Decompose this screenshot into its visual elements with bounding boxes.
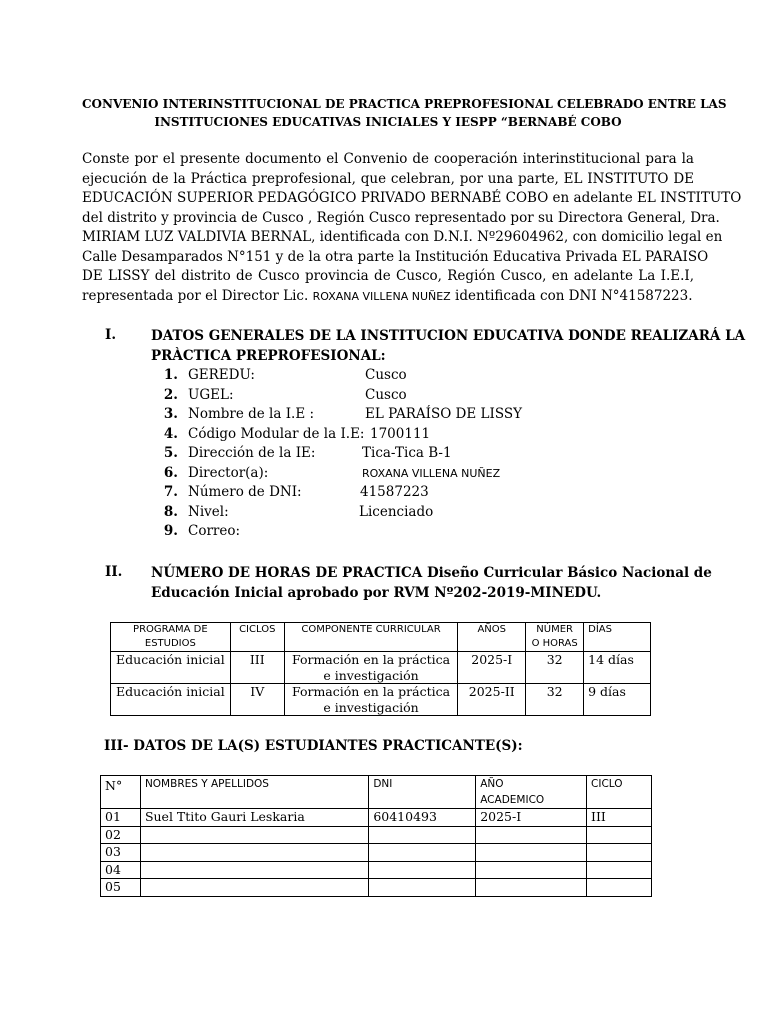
header-anos: AÑOS — [458, 623, 526, 652]
table-row: Educación inicial IV Formación en la práctica e investigación 2025-II 32 9 días — [111, 684, 651, 716]
hours-table — [110, 622, 651, 716]
director-name: ROXANA VILLENA NUÑEZ — [312, 289, 451, 303]
header-dias: DÍAS — [584, 623, 651, 652]
section-1-title-line: DATOS GENERALES DE LA INSTITUCION EDUCATIVA DONDE REALIZARÁ LA — [151, 328, 746, 344]
section-2-title — [151, 563, 712, 603]
intro-line-last — [82, 287, 694, 307]
header-dni: DNI — [369, 776, 476, 809]
header-ciclo: CICLO — [587, 776, 652, 809]
title-line: CONVENIO INTERINSTITUCIONAL DE PRACTICA PREPROFESIONAL CELEBRADO ENTRE LAS — [82, 97, 727, 111]
header-horas: NÚMER O HORAS — [526, 623, 584, 652]
table-row: Educación inicial III Formación en la práctica e investigación 2025-I 32 14 días — [111, 652, 651, 684]
section-1-title — [151, 326, 746, 366]
section-3-title: III- DATOS DE LA(S) ESTUDIANTES PRACTICANTE(S): — [104, 738, 523, 754]
table-header-row — [101, 776, 652, 809]
table-row: 02 — [101, 826, 652, 844]
table-row: 05 — [101, 879, 652, 897]
intro-line: Conste por el presente documento el Convenio de cooperación interinstitucional para la — [82, 151, 694, 167]
table-row: 04 — [101, 861, 652, 879]
intro-line: del distrito y provincia de Cusco , Región Cusco representado por su Directora General, Dra. — [82, 209, 720, 226]
section-1-number: I. — [105, 327, 117, 343]
intro-line: MIRIAM LUZ VALDIVIA BERNAL, identificada con D.N.I. Nº29604962, con domicilio legal en — [82, 229, 723, 245]
header-ciclos: CICLOS — [230, 623, 284, 652]
intro-line: ejecución de la Práctica preprofesional, que celebran, por una parte, EL INSTITUTO DE — [82, 170, 694, 187]
header-nombres: NOMBRES Y APELLIDOS — [140, 776, 368, 809]
table-header-row — [111, 623, 651, 652]
section-2-number: II. — [105, 564, 123, 580]
document-page: CONVENIO INTERINSTITUCIONAL DE PRACTICA PREPROFESIONAL CELEBRADO ENTRE LAS INSTITUCIONES EDUCATIVAS INICIALES Y IESPP “BERNABÉ COBO Conste por el presente documento el Convenio de cooperación interinstitucional para la ejecución de la Práctica preprofesional, que celebran, por una parte, EL INSTITUTO DE EDUCACIÓN SUPERIOR PEDAGÓGICO PRIVADO BERNABÉ COBO en adelante EL INSTITUTO del distrito y provincia de Cusco , Región Cusco representado por su Directora General, Dra. MIRIAM LUZ VALDIVIA BERNAL, identificada con D.N.I. Nº29604962, con domicilio legal en Calle Desamparados N°151 y de la otra parte la Institución Educativa Privada EL PARAISO DE LISSY del distrito de Cusco provincia de Cusco, Región Cusco, en adelante La I.E.I, representada por el Director Lic. ROXANA VILLENA NUÑEZ identificada con DNI N°41587223. I. DATOS GENERALES DE LA INSTITUCION EDUCATIVA DONDE REALIZARÁ LA PRÀCTICA PREPROFESIONAL: 1. GEREDU: Cusco 2. UGEL: Cusco 3. Nombre de la I.E : EL PARAÍSO DE LISSY 4. Código Modular de la I.E: 1700111 5. Dirección de la IE: Tica-Tica B-1 6. Director(a): ROXANA VILLENA NUÑEZ 7. Número de DNI: 41587223 8. Nivel: Licenciado 9. Correo: II. NÚMERO DE HORAS DE PRACTICA Diseño Curricular Básico Nacional de Educación Inicial aprobado por RVM Nº202-2019-MINEDU. PROGRAMA DE ESTUDIOS CICLOS COMPONENTE CURRICULAR AÑOS NÚMER O HORAS DÍAS Educación inicial III Formación en la práctica e investigación 2025-I 32 14 días Educación inicial IV Formación en la práctica e investigación 2025-II 32 9 días III- DATOS DE LA(S) ESTUDIANTES PRACTICANTE(S): N° NOMBRES Y APELLIDOS DNI AÑO ACADEMICO CICLO 01 Suel Ttito Gauri Leskaria 60410493 2025-I III 02 03 04 05 — [0, 0, 768, 1024]
students-table — [100, 775, 652, 897]
intro-before-name: representada por el Director Lic. — [82, 287, 309, 304]
header-programa: PROGRAMA DE ESTUDIOS — [111, 623, 231, 652]
intro-paragraph — [82, 150, 742, 306]
header-componente: COMPONENTE CURRICULAR — [284, 623, 458, 652]
header-ano: AÑO ACADEMICO — [476, 776, 587, 809]
section-2-title-line: NÚMERO DE HORAS DE PRACTICA Diseño Curricular Básico Nacional de — [151, 565, 712, 581]
intro-line: DE LISSY del distrito de Cusco provincia de Cusco, Región Cusco, en adelante La I.E.I, — [82, 268, 694, 284]
document-title — [82, 95, 727, 131]
intro-line: Calle Desamparados N°151 y de la otra parte la Institución Educativa Privada EL PARAISO — [82, 248, 709, 265]
intro-after-name: identificada con DNI N°41587223. — [455, 287, 693, 304]
table-row: 01 Suel Ttito Gauri Leskaria 60410493 2025-I III — [101, 809, 652, 827]
intro-line: EDUCACIÓN SUPERIOR PEDAGÓGICO PRIVADO BERNABÉ COBO en adelante EL INSTITUTO — [82, 190, 742, 206]
section-1-title-line: PRÀCTICA PREPROFESIONAL: — [151, 348, 386, 364]
table-row: 03 — [101, 844, 652, 862]
header-n: N° — [101, 776, 141, 809]
section-2-title-line: Educación Inicial aprobado por RVM Nº202-2019-MINEDU. — [151, 585, 602, 601]
title-line: INSTITUCIONES EDUCATIVAS INICIALES Y IESPP “BERNABÉ COBO — [154, 115, 622, 129]
